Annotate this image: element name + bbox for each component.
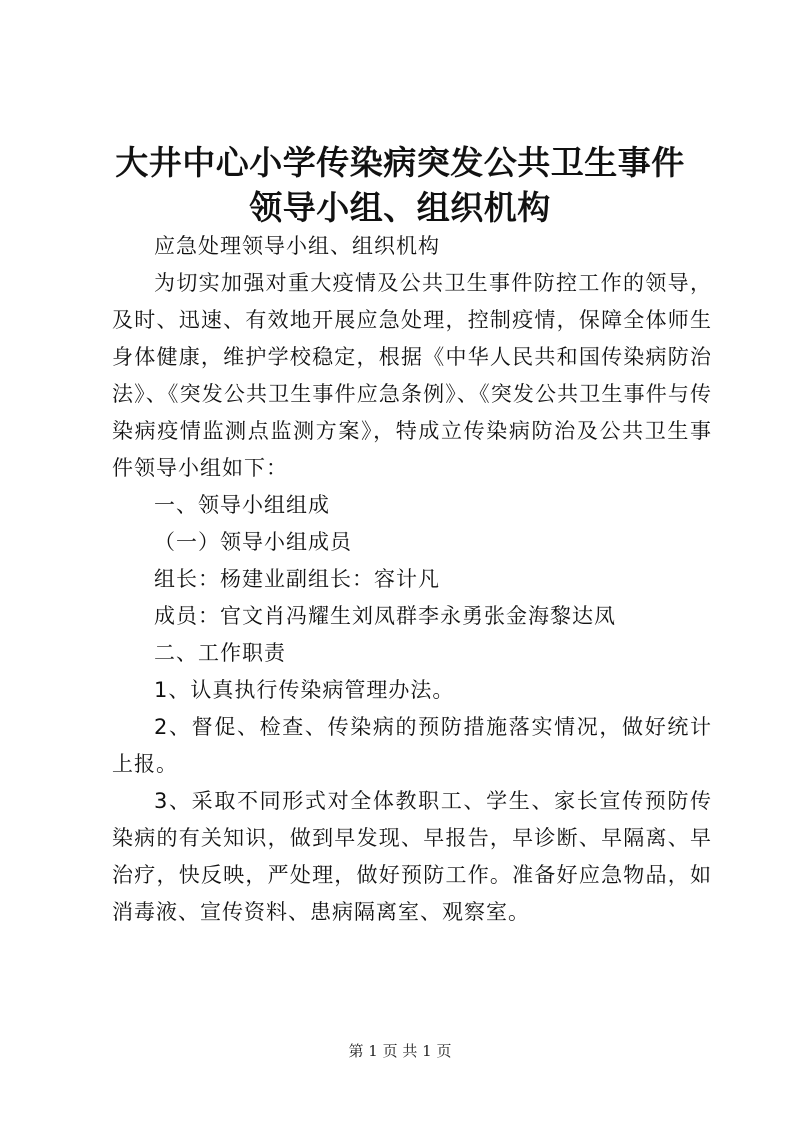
section-heading-1: 一、领导小组组成 [154,493,330,517]
paragraph-intro: 为切实加强对重大疫情及公共卫生事件防控工作的领导，及时、迅速、有效地开展应急处理，控制疫情，保障全体师生身体健康，维护学校稳定，根据《中华人民共和国传染病防治法》、《突发公共卫生事件应急条例》、《突发公共卫生事件与传染病疫情监测点监测方案》，特成立传染病防治及公共卫生事件领导小组如下： [112,271,712,480]
page-footer: 第 1 页 共 1 页 [348,1042,452,1060]
subsection-heading-1: （一）领导小组成员 [154,530,352,554]
duty-item-1: 1、认真执行传染病管理办法。 [154,678,455,702]
document-body [112,228,712,931]
paragraph-heading: 应急处理领导小组、组织机构 [154,234,440,258]
section-heading-2: 二、工作职责 [154,641,286,665]
leader-line: 组长：杨建业副组长：容计凡 [154,567,440,591]
members-line: 成员：官文肖冯耀生刘凤群李永勇张金海黎达凤 [154,604,616,628]
document-title: 大井中心小学传染病突发公共卫生事件领导小组、组织机构 [115,143,685,227]
duty-item-2: 2、督促、检查、传染病的预防措施落实情况，做好统计上报。 [112,715,712,776]
duty-item-3: 3、采取不同形式对全体教职工、学生、家长宣传预防传染病的有关知识，做到早发现、早报告，早诊断、早隔离、早治疗，快反映，严处理，做好预防工作。准备好应急物品，如消毒液、宣传资料、患病隔离室、观察室。 [112,789,712,924]
